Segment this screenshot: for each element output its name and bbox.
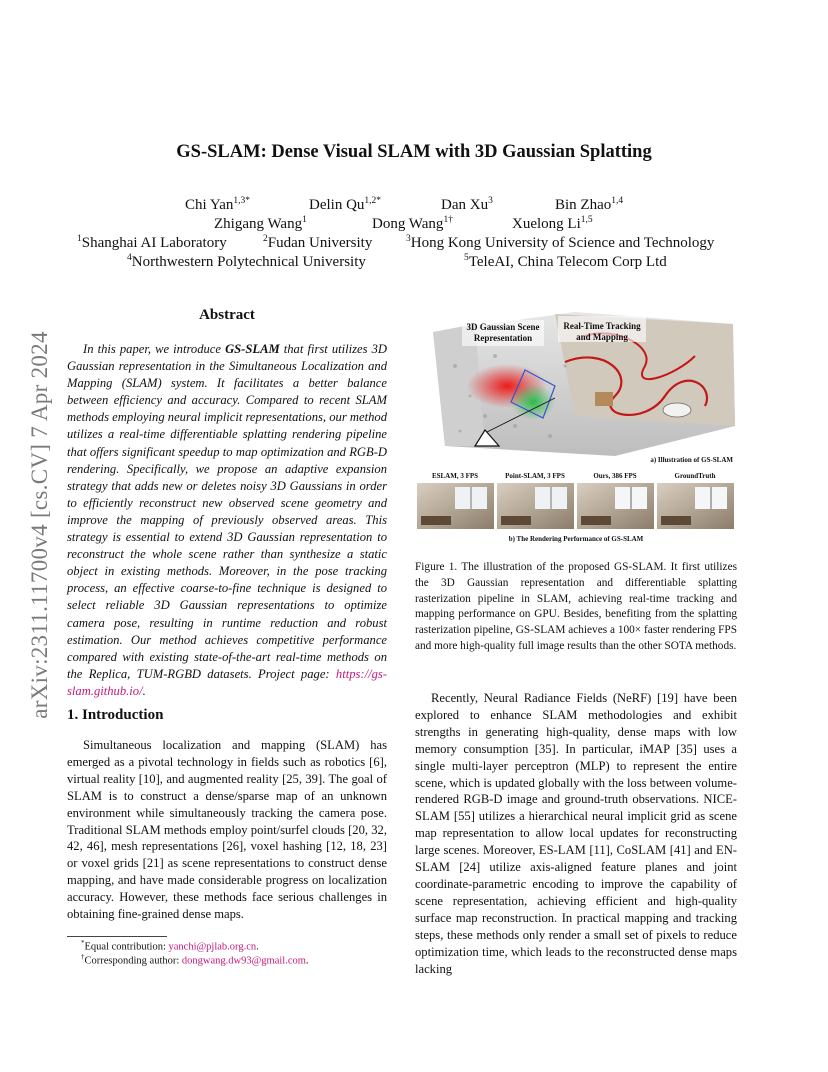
panel-label-left: Representation (473, 333, 533, 343)
method-label: Point-SLAM, 3 FPS (505, 472, 565, 480)
section-heading-introduction: 1. Introduction (67, 707, 164, 723)
email-link[interactable]: yanchi@pjlab.org.cn (168, 941, 257, 953)
panel-label-right: Real-Time Tracking (563, 321, 641, 331)
abstract-text: In this paper, we introduce GS-SLAM that first utilizes 3D Gaussian representation in the Simultaneous Localization and Mapping (SLAM) system. It facilitates a better balance between efficiency and accuracy. Compared to recent SLAM methods employing neural implicit representations, our method utilizes a real-time differentiable splatting rendering pipeline that offers significant speedup to map optimization and RGB-D rendering. Specifically, we propose an adaptive expansion strategy that adds new or deletes noisy 3D Gaussians in order to efficiently reconstruct new observed scene geometry and improve the mapping of previously observed areas. This strategy is essential to extend 3D Gaussian representation to reconstruct the whole scene rather than synthesize a static object in existing methods. Moreover, in the pose tracking process, an effective coarse-to-fine technique is designed to select reliable 3D Gaussian representations to optimize camera pose, resulting in runtime reduction and robust estimation. Our method achieves competitive performance compared with existing state-of-the-art real-time methods on the Replica, TUM-RGBD datasets. Project page: https://gs-slam.github.io/. (67, 342, 388, 698)
intro-paragraph: Simultaneous localization and mapping (SLAM) has emerged as a pivotal technology in fields such as robotics [6], virtual reality [10], and augmented reality [25, 39]. The goal of SLAM is to construct a dense/sparse map of an unknown environment while simultaneously tracking the camera pose. Traditional SLAM methods employ point/surfel clouds [20, 32, 42, 46], mesh representations [26], voxel hashing [12, 18, 23] or voxel grids [21] as scene representations to construct dense mapping, and have made considerable progress on localization accuracy. However, these methods face serious challenges in obtaining fine-grained dense maps. (67, 738, 387, 922)
method-label: GroundTruth (674, 472, 716, 480)
footnote-corresponding: †Corresponding author: dongwang.dw93@gmail.com. (81, 953, 309, 967)
author: Dan Xu$^3$ (441, 196, 493, 213)
figure-1-illustration (415, 306, 737, 546)
affiliation: $^4$Northwestern Polytechnical University (127, 253, 366, 270)
project-page-link[interactable]: https://gs-slam.github.io/ (67, 666, 387, 698)
footnote-equal: *Equal contribution: yanchi@pjlab.org.cn. (81, 939, 259, 953)
affiliation: $^5$TeleAI, China Telecom Corp Ltd (464, 253, 667, 270)
footnote-rule (67, 936, 167, 937)
render-thumbnail (417, 483, 494, 529)
author: Xuelong Li$^{1,5}$ (512, 215, 593, 232)
affiliation: $^1$Shanghai AI Laboratory (77, 234, 227, 251)
paper-title: GS-SLAM: Dense Visual SLAM with 3D Gaussian Splatting (176, 142, 652, 162)
panel-label-right: and Mapping (576, 332, 628, 342)
author: Chi Yan$^{1,3*}$ (185, 196, 250, 213)
figure-caption: Figure 1. The illustration of the proposed GS-SLAM. It first utilizes the 3D Gaussian representation and differentiable splatting rasterization pipeline in SLAM, achieving real-time tracking and mapping performance on GPU. Besides, benefiting from the splatting rasterization pipeline, GS-SLAM achieves a 100× faster rendering FPS and more high-quality full image results than the other SOTA methods. (415, 561, 737, 652)
author: Bin Zhao$^{1,4}$ (555, 196, 624, 213)
subfigure-b-caption: b) The Rendering Performance of GS-SLAM (508, 535, 644, 543)
affiliation: $^2$Fudan University (263, 234, 373, 251)
render-thumbnail (577, 483, 654, 529)
author: Zhigang Wang$^1$ (214, 215, 307, 232)
panel-label-left: 3D Gaussian Scene (466, 322, 540, 332)
affiliation: $^3$Hong Kong University of Science and Technology (406, 234, 715, 251)
author: Dong Wang$^{1\dagger}$ (372, 215, 453, 232)
arxiv-id: arXiv:2311.11700v4 [cs.CV] 7 Apr 2024 (27, 331, 52, 719)
figure-1 (415, 306, 737, 546)
render-thumbnail (497, 483, 574, 529)
author: Delin $Qu^{1,2*}$ (309, 196, 382, 213)
method-label: Ours, 386 FPS (593, 472, 637, 480)
render-thumbnail (657, 483, 734, 529)
subfigure-a-caption: a) Illustration of GS-SLAM (650, 456, 733, 464)
email-link[interactable]: dongwang.dw93@gmail.com (181, 955, 306, 967)
method-name: GS-SLAM (225, 342, 280, 356)
arxiv-sidebar (20, 290, 60, 760)
body-paragraph: Recently, Neural Radiance Fields (NeRF) [19] have been explored to enhance SLAM methodologies and exhibit strengths in generating high-quality, dense maps with low memory consumption [35]. In particular, iMAP [35] uses a single multi-layer perceptron (MLP) to represent the entire scene, which is updated globally with the loss between volume-rendered RGB-D image and ground-truth observations. NICE-SLAM [55] utilizes a hierarchical neural implicit grid as scene map representation to allow local updates for reconstructing large scenes. Moreover, ES-LAM [11], CoSLAM [41] and EN-SLAM [24] utilize axis-aligned feature planes and joint coordinate-parametric encoding to improve the capability of scene representation, achieving efficient and high-quality surface map reconstruction. In practical mapping and tracking steps, these methods only render a small set of pixels to reduce optimization time, which leads to the reconstructed dense maps lacking (415, 691, 737, 976)
abstract-heading: Abstract (199, 307, 255, 323)
method-label: ESLAM, 3 FPS (431, 472, 479, 480)
